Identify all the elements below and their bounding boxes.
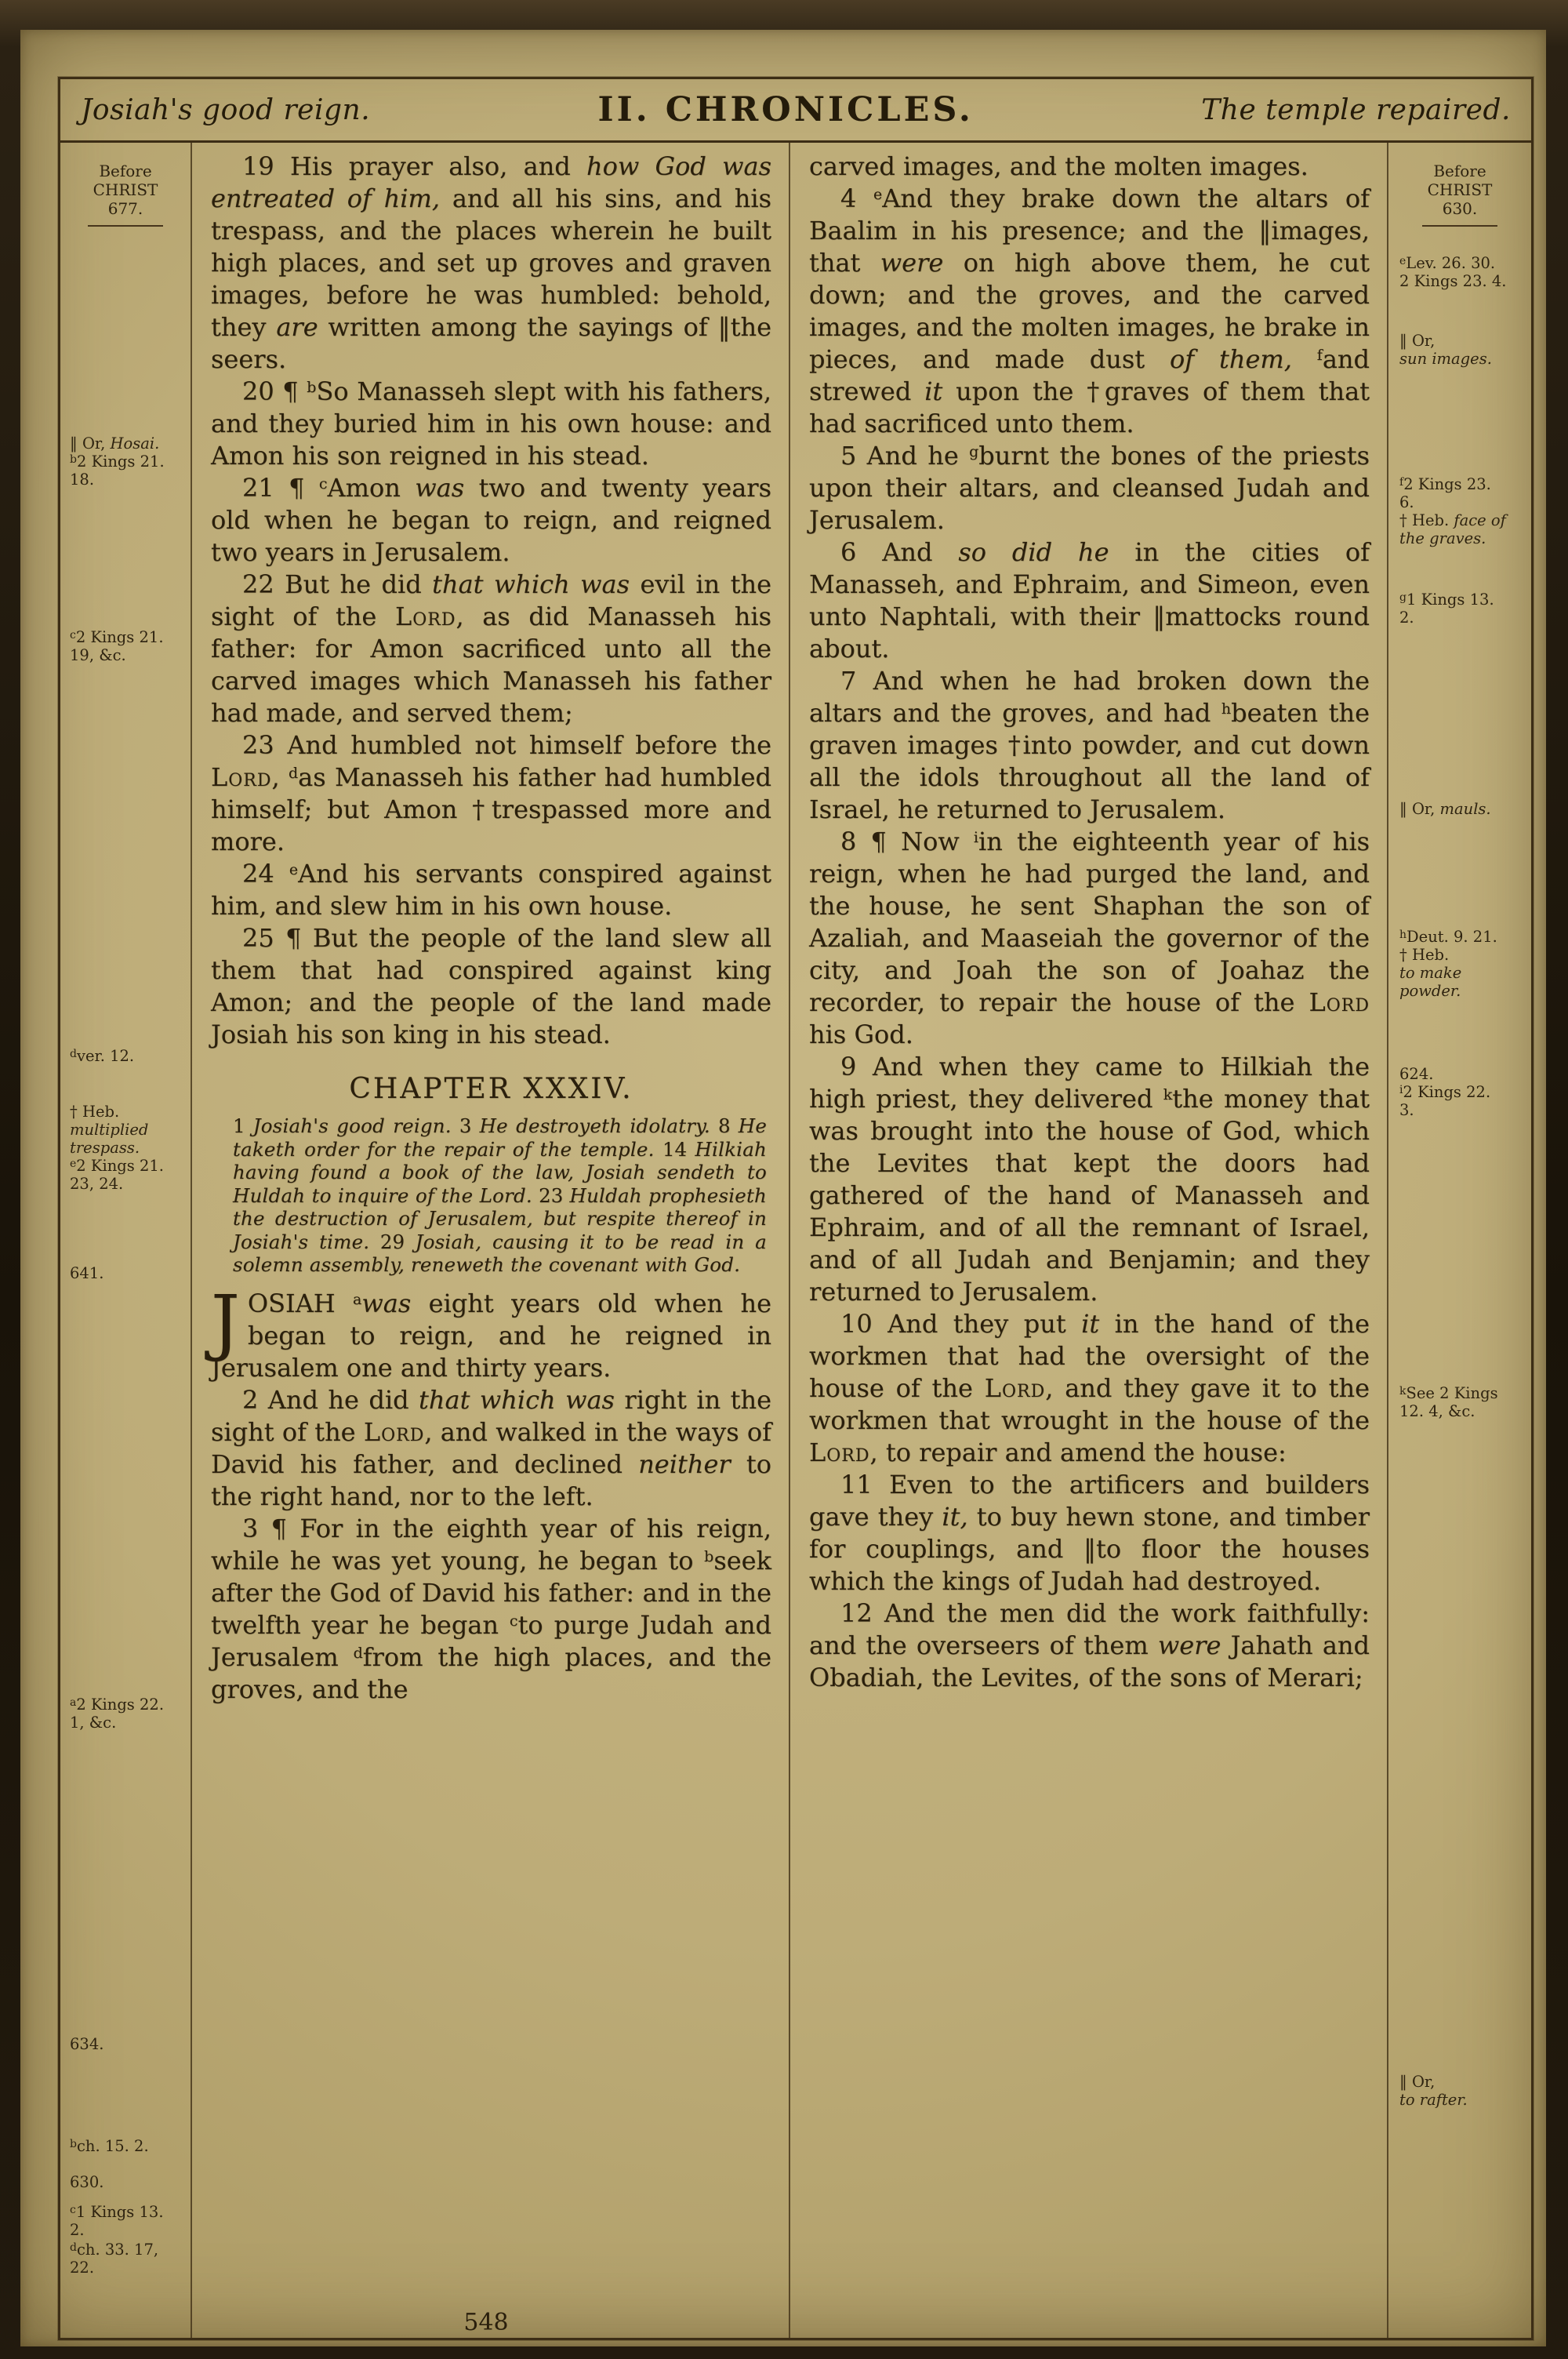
margin-note: † Heb. multiplied trespass. $^e$2 Kings 21. 23, 24. <box>70 1103 164 1193</box>
verse-paragraph: 2 And he did that which was right in the sight of the Lord, and walked in the ways of David his father, and declined neither to the right hand, nor to the left. <box>211 1384 772 1511</box>
notes-heading-rule <box>88 225 163 227</box>
verse-paragraph: 9 And when they came to Hilkiah the high priest, they delivered $^k$the money that was brought into the house of God, which the Levites that kept the doors had gathered of the hand of Manasseh and Ephraim, and of all the remnant of Israel, and of all Judah and Benjamin; and they returned to Jerusalem. <box>809 1052 1370 1307</box>
drop-cap: J <box>211 1279 240 1364</box>
verse-paragraph: 19 His prayer also, and how God was entreated of him, and all his sins, and his trespass, and the places wherein he built high places, and set up groves and graven images, before he was humbled: behold, they are written among the sayings of ‖the seers. <box>211 151 772 374</box>
margin-note: $^e$Lev. 26. 30. 2 Kings 23. 4. <box>1399 254 1507 290</box>
body-column-1 <box>191 143 789 2338</box>
verse-paragraph: 4 $^e$And they brake down the altars of Baalim in his presence; and the ‖images, that were on high above them, he cut down; and the groves, and the carved images, and the molten images, he brake in pieces, and made dust of them, $^f$and strewed it upon the †graves of them that had sacrificed unto them. <box>809 184 1370 438</box>
verse-paragraph: 23 And humbled not himself before the Lord, $^d$as Manasseh his father had humbled himself; but Amon †trespassed more and more. <box>211 730 771 856</box>
margin-note: ‖ Or, to rafter. <box>1399 2073 1468 2109</box>
margin-note: 624. $^i$2 Kings 22. 3. <box>1399 1065 1491 1119</box>
body-column-2 <box>789 143 1387 2338</box>
margin-note: $^b$ch. 15. 2. <box>70 2137 149 2155</box>
verse-paragraph: 22 But he did that which was evil in the sight of the Lord, as did Manasseh his father: for Amon sacrificed unto all the carved images which Manasseh his father had made, and served them; <box>211 569 772 728</box>
running-head-left: Josiah's good reign. <box>81 93 371 126</box>
margin-note: ‖ Or, Hosai. $^b$2 Kings 21. 18. <box>70 434 165 489</box>
margin-note: $^d$ch. 33. 17, 22. <box>70 2241 159 2277</box>
margin-note: $^d$ver. 12. <box>70 1047 135 1065</box>
running-head <box>60 79 1531 143</box>
before-christ-heading: Before CHRIST 677. <box>93 162 158 218</box>
margin-note: $^h$Deut. 9. 21. † Heb. to make powder. <box>1399 928 1497 1000</box>
notes-heading-rule <box>1422 225 1497 227</box>
margin-note: $^c$1 Kings 13. 2. <box>70 2203 164 2239</box>
margin-notes-right <box>1387 143 1531 2338</box>
page-number: 548 <box>463 2309 509 2336</box>
margin-notes-left <box>60 143 191 2338</box>
margin-note: $^a$2 Kings 22. 1, &c. <box>70 1696 165 1732</box>
margin-note: 634. <box>70 2035 104 2053</box>
running-head-right: The temple repaired. <box>1201 93 1511 126</box>
verse-paragraph: 10 And they put it in the hand of the workmen that had the oversight of the house of the Lord, and they gave it to the workmen that wrought in the house of the Lord, to repair and amend the house: <box>809 1309 1370 1467</box>
bible-page-sheet <box>20 30 1546 2346</box>
verse-paragraph: 3 ¶ For in the eighth year of his reign, while he was yet young, he began to $^b$seek after the God of David his father: and in the twelfth year he began $^c$to purge Judah and Jerusalem $^d$from the high places, and the groves, and the <box>211 1513 772 1704</box>
verse-paragraph: 25 ¶ But the people of the land slew all them that had conspired against king Amon; and the people of the land made Josiah his son king in his stead. <box>211 923 771 1049</box>
verse-continuation: carved images, and the molten images. <box>809 151 1308 181</box>
margin-note: 641. <box>70 1264 104 1282</box>
verse-paragraph: 20 ¶ $^b$So Manasseh slept with his fathers, and they buried him in his own house: and Amon his son reigned in his stead. <box>211 376 772 471</box>
verse-paragraph: 12 And the men did the work faithfully: and the overseers of them were Jahath and Obadiah, the Levites, of the sons of Merari; <box>809 1598 1370 1692</box>
margin-note: 630. <box>70 2173 104 2191</box>
chapter-heading: CHAPTER XXXIV. <box>349 1073 633 1105</box>
book-title: II. CHRONICLES. <box>597 90 974 129</box>
verse-paragraph: 24 $^e$And his servants conspired against him, and slew him in his own house. <box>211 859 772 921</box>
verse-paragraph: 21 ¶ $^c$Amon was two and twenty years old when he began to reign, and reigned two years in Jerusalem. <box>211 473 772 567</box>
margin-note: $^f$2 Kings 23. 6. † Heb. face of the graves. <box>1399 475 1506 547</box>
margin-note: $^c$2 Kings 21. 19, &c. <box>70 628 164 664</box>
verse-paragraph: JOSIAH $^a$was eight years old when he began to reign, and he reigned in Jerusalem one and thirty years. <box>211 1279 771 1383</box>
margin-note: ‖ Or, sun images. <box>1399 332 1492 368</box>
margin-note: $^g$1 Kings 13. 2. <box>1399 591 1494 627</box>
verse-paragraph: 11 Even to the artificers and builders gave they it, to buy hewn stone, and timber for couplings, and ‖to floor the houses which the kings of Judah had destroyed. <box>809 1470 1370 1596</box>
text-columns <box>60 143 1531 2338</box>
before-christ-heading: Before CHRIST 630. <box>1427 162 1493 218</box>
verse-paragraph: 6 And so did he in the cities of Manasseh, and Ephraim, and Simeon, even unto Naphtali, with their ‖mattocks round about. <box>809 537 1370 663</box>
margin-note: ‖ Or, mauls. <box>1399 800 1491 818</box>
verse-paragraph: 7 And when he had broken down the altars and the groves, and had $^h$beaten the graven images †into powder, and cut down all the idols throughout all the land of Israel, he returned to Jerusalem. <box>809 666 1370 824</box>
verse-paragraph: 5 And he $^g$burnt the bones of the priests upon their altars, and cleansed Judah and Jerusalem. <box>809 441 1370 535</box>
verse-paragraph: 8 ¶ Now $^i$in the eighteenth year of his reign, when he had purged the land, and the house, he sent Shaphan the son of Azaliah, and Maaseiah the governor of the city, and Joah the son of Joahaz the recorder, to repair the house of the Lord his God. <box>809 827 1370 1049</box>
chapter-summary: 1 Josiah's good reign. 3 He destroyeth idolatry. 8 He taketh order for the repair of the temple. 14 Hilkiah having found a book of the law, Josiah sendeth to Huldah to inquire of the Lord. 23 Huldah prophesieth the destruction of Jerusalem, but respite thereof in Josiah's time. 29 Josiah, causing it to be read in a solemn assembly, reneweth the covenant with God. <box>233 1114 768 1276</box>
page-border-frame <box>58 77 1534 2340</box>
margin-note: $^k$See 2 Kings 12. 4, &c. <box>1399 1384 1498 1420</box>
